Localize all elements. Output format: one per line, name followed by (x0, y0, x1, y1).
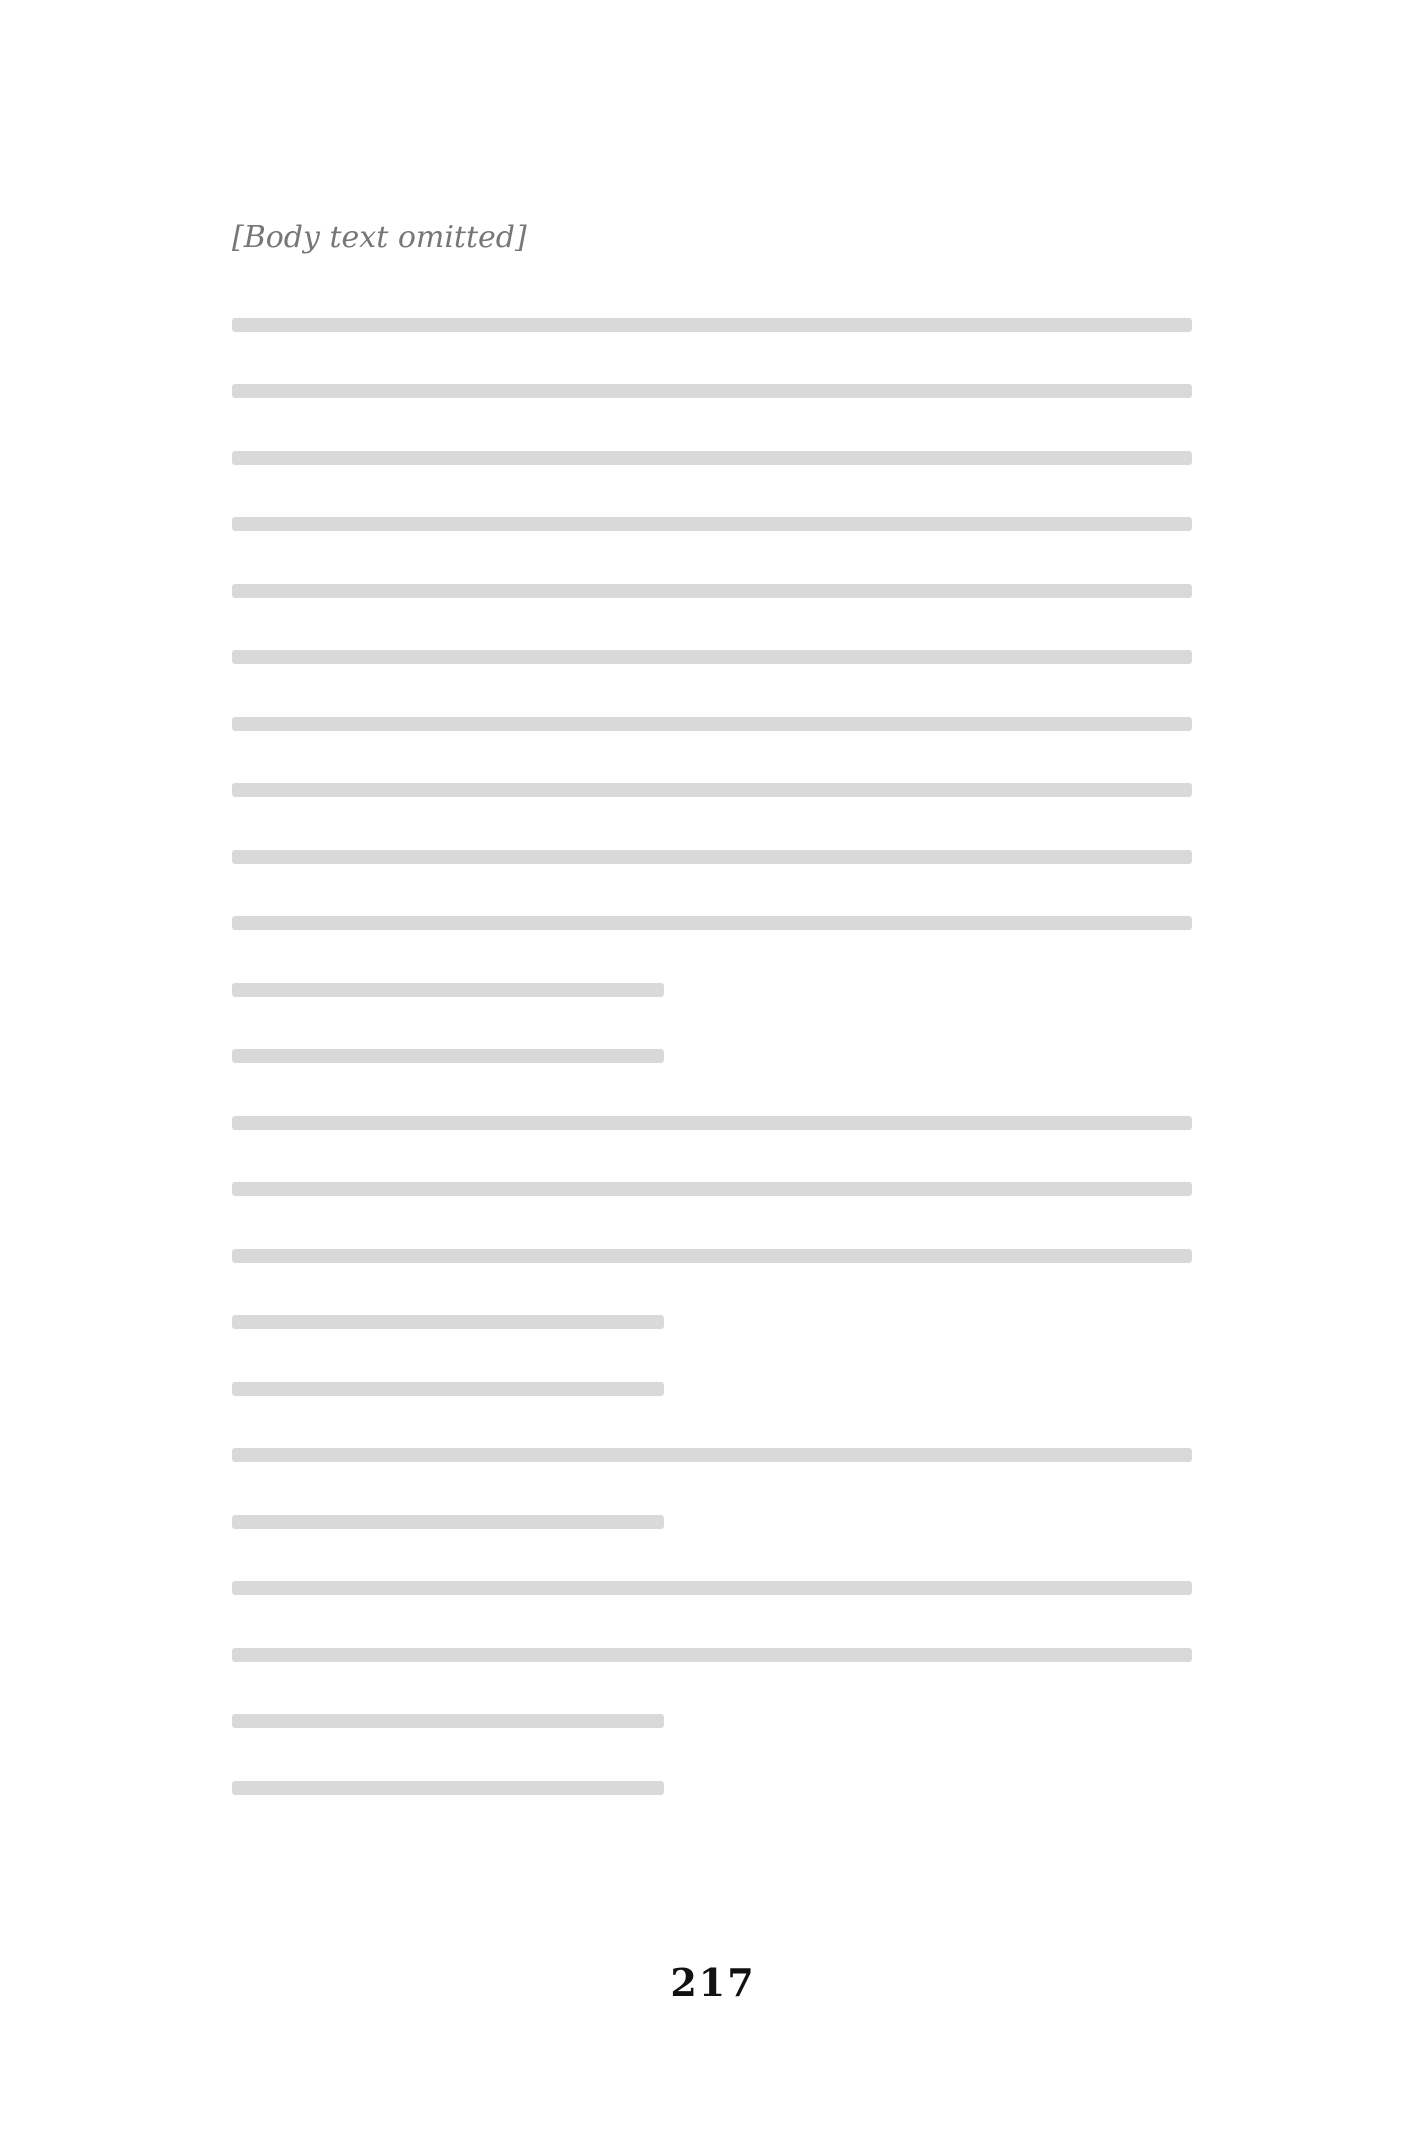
text-line-placeholder (232, 890, 1192, 957)
text-line-bar (232, 584, 1192, 598)
text-line-bar (232, 1714, 664, 1728)
text-line-placeholder (232, 425, 1192, 492)
text-line-bar (232, 1648, 1192, 1662)
text-line-bar (232, 1448, 1192, 1462)
text-line-placeholder (232, 824, 1192, 891)
text-line-bar (232, 1049, 664, 1063)
text-line-bar (232, 650, 1192, 664)
text-line-placeholder (232, 1489, 1192, 1556)
text-line-bar (232, 1182, 1192, 1196)
text-line-bar (232, 517, 1192, 531)
text-line-bar (232, 1581, 1192, 1595)
text-line-bar (232, 1781, 664, 1795)
text-line-bar (232, 1382, 664, 1396)
text-line-placeholder (232, 1156, 1192, 1223)
text-line-placeholder (232, 691, 1192, 758)
text-line-placeholder (232, 1755, 1192, 1822)
placeholder-lines (232, 292, 1192, 1822)
omitted-text-notice: [Body text omitted] (232, 220, 527, 255)
text-line-bar (232, 384, 1192, 398)
text-line-bar (232, 783, 1192, 797)
text-line-bar (232, 318, 1192, 332)
text-line-placeholder (232, 1289, 1192, 1356)
text-line-placeholder (232, 491, 1192, 558)
text-line-bar (232, 1249, 1192, 1263)
text-line-placeholder (232, 1356, 1192, 1423)
text-line-placeholder (232, 1422, 1192, 1489)
text-line-placeholder (232, 358, 1192, 425)
text-line-placeholder (232, 1023, 1192, 1090)
text-line-bar (232, 1515, 664, 1529)
text-line-placeholder (232, 1223, 1192, 1290)
text-line-bar (232, 983, 664, 997)
text-line-placeholder (232, 757, 1192, 824)
text-line-placeholder (232, 1622, 1192, 1689)
text-line-placeholder (232, 1555, 1192, 1622)
body-text-block (232, 205, 1192, 1821)
text-line-placeholder (232, 624, 1192, 691)
text-line-bar (232, 1315, 664, 1329)
text-line-bar (232, 717, 1192, 731)
text-line-bar (232, 916, 1192, 930)
text-line-placeholder (232, 558, 1192, 625)
text-line-placeholder (232, 1688, 1192, 1755)
page-number: 217 (670, 1960, 756, 2005)
text-line-bar (232, 1116, 1192, 1130)
text-line-placeholder (232, 292, 1192, 359)
text-line-placeholder (232, 957, 1192, 1024)
text-line-bar (232, 850, 1192, 864)
text-line-bar (232, 451, 1192, 465)
text-line-placeholder (232, 1090, 1192, 1157)
